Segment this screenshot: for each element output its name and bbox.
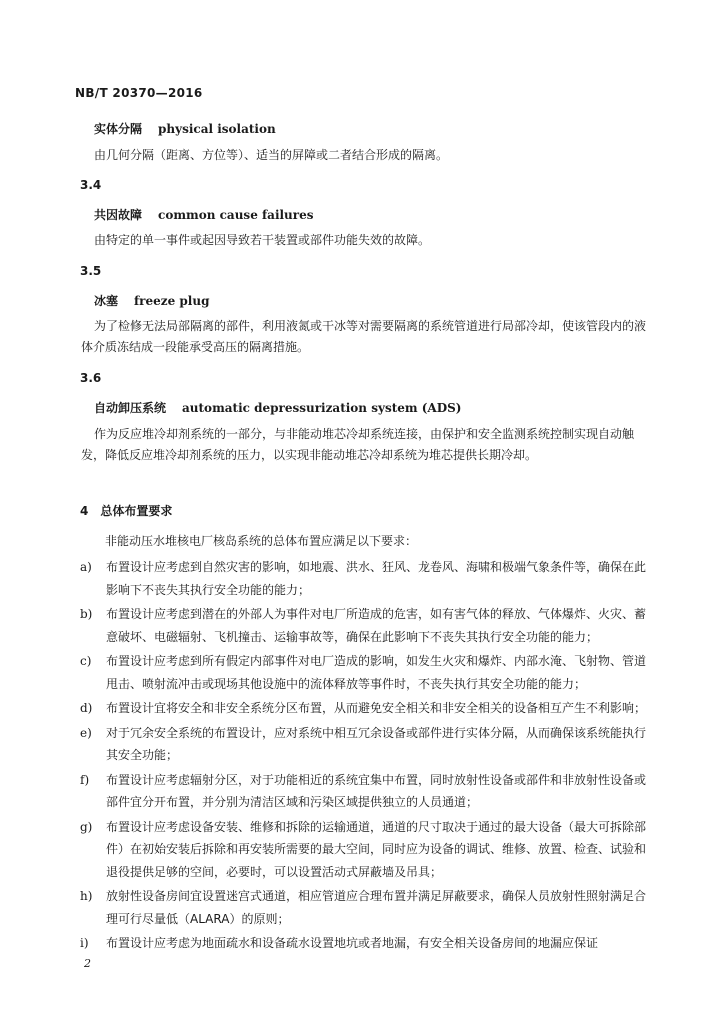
item-label: g) xyxy=(80,819,93,834)
section-intro: 非能动压水堆核电厂核岛系统的总体布置应满足以下要求： xyxy=(105,534,418,548)
definition-freeze-plug: 为了检修无法局部隔离的部件，利用液氮或干冰等对需要隔离的系统管道进行局部冷却，使该管段内的液体介质冻结成一段能承受高压的隔离措施。 xyxy=(81,319,647,354)
term-en: common cause failures xyxy=(158,208,314,222)
list-item xyxy=(80,816,650,884)
term-en: automatic depressurization system (ADS) xyxy=(182,401,462,415)
section-title: 总体布置要求 xyxy=(100,504,173,518)
item-label: h) xyxy=(80,889,93,903)
term-freeze-plug xyxy=(94,292,209,309)
item-label: e) xyxy=(80,725,92,740)
document-header: NB/T 20370—2016 xyxy=(75,86,203,100)
item-text: 布置设计宜将安全和非安全系统分区布置，从而避免安全相关和非安全相关的设备相互产生不利影响； xyxy=(106,701,647,715)
item-label: b) xyxy=(80,607,93,621)
term-zh: 冰塞 xyxy=(94,294,119,308)
list-item xyxy=(80,769,650,814)
list-item xyxy=(80,722,650,767)
item-label: a) xyxy=(80,560,92,574)
clause-number-3-4: 3.4 xyxy=(80,178,102,192)
item-text: 布置设计应考虑辐射分区，对于功能相近的系统宜集中布置，同时放射性设备或部件和非放射性设备或部件宜分开布置，并分别为清洁区域和污染区域提供独立的人员通道； xyxy=(106,772,647,809)
list-item xyxy=(80,885,650,930)
clause-number-3-5: 3.5 xyxy=(80,264,102,278)
term-zh: 实体分隔 xyxy=(94,122,143,136)
item-text: 对于冗余安全系统的布置设计，应对系统中相互冗余设备或部件进行实体分隔，从而确保该系统能执行其安全功能； xyxy=(106,725,647,762)
item-text: 放射性设备房间宜设置迷宫式通道，相应管道应合理布置并满足屏蔽要求，确保人员放射性照射满足合理可行尽量低（ALARA）的原则； xyxy=(106,889,647,926)
item-text: 布置设计应考虑到所有假定内部事件对电厂造成的影响，如发生火灾和爆炸、内部水淹、飞射物、管道甩击、喷射流冲击或现场其他设施中的流体释放等事件时，不丧失执行其安全功能的能力； xyxy=(106,654,647,691)
section-heading-4 xyxy=(80,502,172,519)
list-item xyxy=(80,932,650,955)
section-number: 4 xyxy=(80,504,89,518)
list-item xyxy=(80,603,650,648)
definition-common-cause-failures: 由特定的单一事件或起因导致若干装置或部件功能失效的故障。 xyxy=(94,233,431,247)
definition-ads: 作为反应堆冷却剂系统的一部分，与非能动堆芯冷却系统连接，由保护和安全监测系统控制实现自动触发，降低反应堆冷却剂系统的压力，以实现非能动堆芯冷却系统为堆芯提供长期冷却。 xyxy=(81,427,635,462)
list-item xyxy=(80,556,650,601)
term-ads xyxy=(94,399,461,416)
item-label: d) xyxy=(80,701,93,715)
item-text: 布置设计应考虑为地面疏水和设备疏水设置地坑或者地漏，有安全相关设备房间的地漏应保证 xyxy=(106,936,599,950)
page-number: 2 xyxy=(84,957,91,970)
item-label: c) xyxy=(80,654,92,668)
item-label: i) xyxy=(80,936,89,950)
term-physical-isolation xyxy=(94,120,276,137)
item-text: 布置设计应考虑设备安装、维修和拆除的运输通道，通道的尺寸取决于通过的最大设备（最大可拆除部件）在初始安装后拆除和再安装所需要的最大空间，同时应为设备的调试、维修、放置、检查、试验和退役提供足够的空间，必要时，可以设置活动式屏蔽墙及吊具； xyxy=(106,819,647,879)
term-zh: 自动卸压系统 xyxy=(94,401,167,415)
requirements-list xyxy=(80,556,650,957)
term-en: freeze plug xyxy=(134,294,210,308)
item-label: f) xyxy=(80,772,90,787)
list-item xyxy=(80,697,650,720)
clause-number-3-6: 3.6 xyxy=(80,371,102,385)
definition-physical-isolation: 由几何分隔（距离、方位等）、适当的屏障或二者结合形成的隔离。 xyxy=(94,148,449,162)
term-zh: 共因故障 xyxy=(94,208,143,222)
term-common-cause-failures xyxy=(94,206,314,223)
list-item xyxy=(80,650,650,695)
item-text: 布置设计应考虑到潜在的外部人为事件对电厂所造成的危害，如有害气体的释放、气体爆炸、火灾、蓄意破坏、电磁辐射、飞机撞击、运输事故等，确保在此影响下不丧失其执行安全功能的能力； xyxy=(106,607,647,644)
item-text: 布置设计应考虑到自然灾害的影响，如地震、洪水、狂风、龙卷风、海啸和极端气象条件等，确保在此影响下不丧失其执行安全功能的能力； xyxy=(106,560,647,597)
term-en: physical isolation xyxy=(158,122,276,136)
